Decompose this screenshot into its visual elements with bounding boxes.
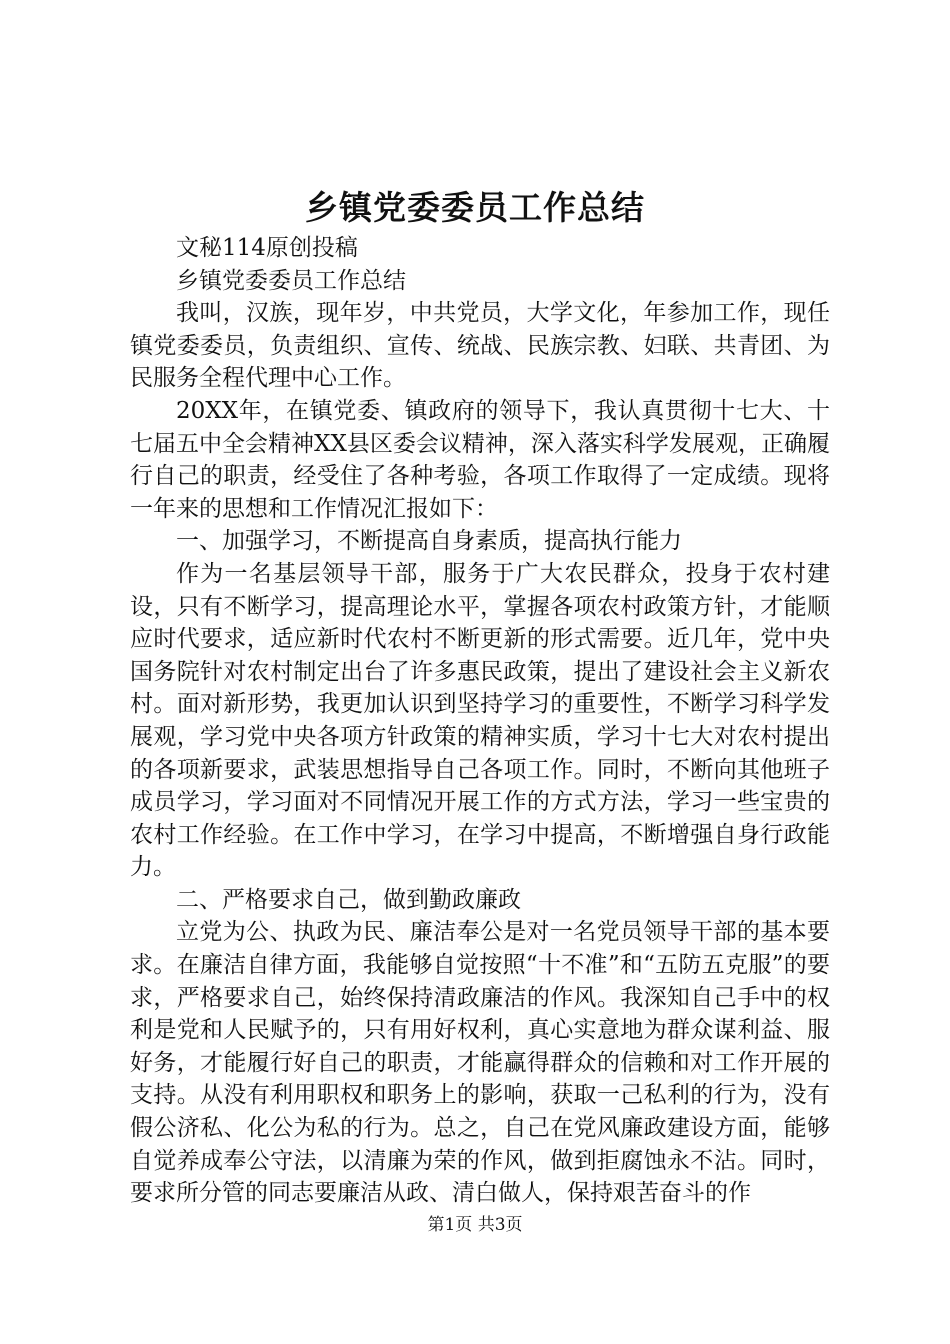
paragraph-integrity: 立党为公、执政为民、廉洁奉公是对一名党员领导干部的基本要求。在廉洁自律方面，我能够自觉按照“十不准”和“五防五克服”的要求，严格要求自己，始终保持清政廉洁的作风。我深知自己手中的权利是党和人民赋予的，只有用好权利，真心实意地为群众谋利益、服好务，才能履行好自己的职责，才能赢得群众的信赖和对工作开展的支持。从没有利用职权和职务上的影响，获取一己私利的行为，没有假公济私、化公为私的行为。总之，自己在党风廉政建设方面，能够自觉养成奉公守法，以清廉为荣的作风，做到拒腐蚀永不沾。同时，要求所分管的同志要廉洁从政、清白做人，保持艰苦奋斗的作 [130, 919, 830, 1207]
paragraph-study: 作为一名基层领导干部，服务于广大农民群众，投身于农村建设，只有不断学习，提高理论水平，掌握各项农村政策方针，才能顺应时代要求，适应新时代农村不断更新的形式需要。近几年，党中央国务院针对农村制定出台了许多惠民政策，提出了建设社会主义新农村。面对新形势，我更加认识到坚持学习的重要性，不断学习科学发展观，学习党中央各项方针政策的精神实质，学习十七大对农村提出的各项新要求，武装思想指导自己各项工作。同时，不断向其他班子成员学习，学习面对不同情况开展工作的方式方法，学习一些宝贵的农村工作经验。在工作中学习，在学习中提高，不断增强自身行政能力。 [130, 560, 830, 881]
paragraph-source-note: 文秘114原创投稿 [176, 235, 358, 261]
paragraph-overview: 20XX年，在镇党委、镇政府的领导下，我认真贯彻十七大、十七届五中全会精神XX县区委会议精神，深入落实科学发展观，正确履行自己的职责，经受住了各种考验，各项工作取得了一定成绩。现将一年来的思想和工作情况汇报如下： [130, 397, 830, 522]
section-heading-study: 一、加强学习，不断提高自身素质，提高执行能力 [176, 528, 682, 555]
page-number-footer: 第1页 共3页 [427, 1215, 523, 1235]
document-body [130, 232, 830, 1210]
section-heading-integrity: 二、严格要求自己，做到勤政廉政 [176, 886, 521, 913]
paragraph-subtitle: 乡镇党委委员工作总结 [176, 267, 406, 294]
document-title: 乡镇党委委员工作总结 [305, 188, 645, 227]
paragraph-introduction: 我叫，汉族，现年岁，中共党员，大学文化，年参加工作，现任镇党委委员，负责组织、宣传、统战、民族宗教、妇联、共青团、为民服务全程代理中心工作。 [130, 300, 830, 392]
